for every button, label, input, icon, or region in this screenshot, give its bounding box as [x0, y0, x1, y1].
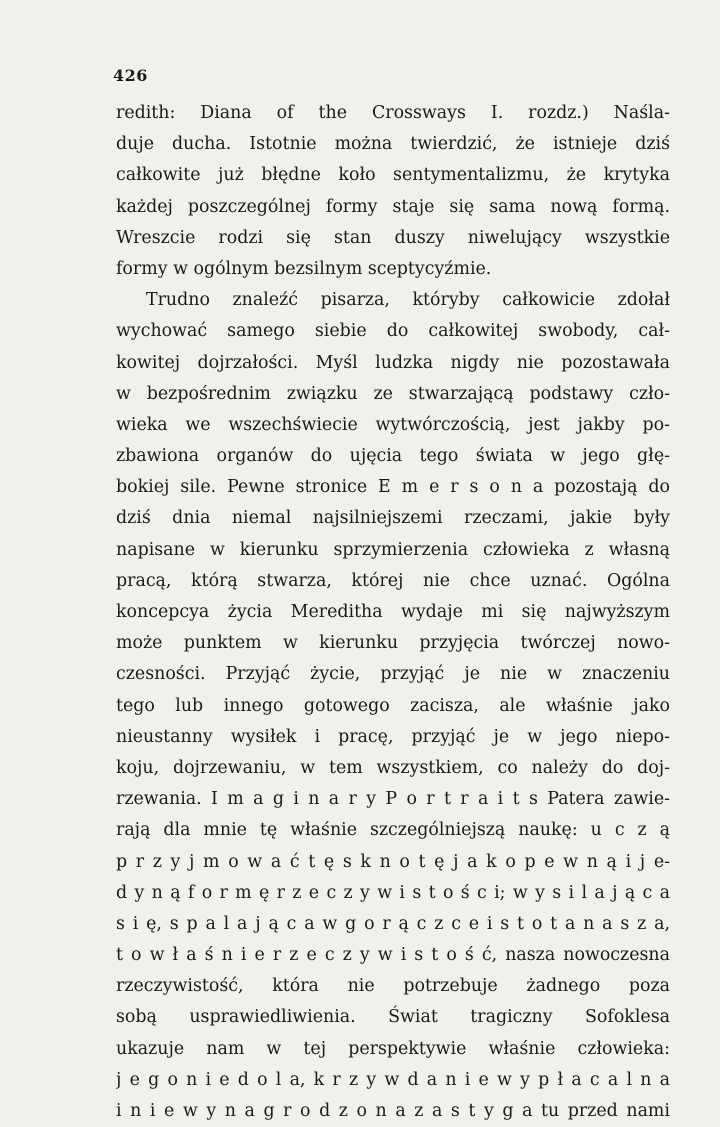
text-line: Wreszcie rodzi się stan duszy niwelujący wszystkie: [116, 227, 670, 248]
text-line: każdej poszczególnej formy staje się sama nową formą.: [116, 196, 670, 217]
text-line: t o w ł a ś n i e r z e c z y w i s t o ś ć, nasza nowoczesna: [116, 945, 670, 966]
text-line: pracą, którą stwarza, której nie chce uznać. Ogólna: [116, 570, 670, 591]
text-line: całkowite już błędne koło sentymentalizmu, że krytyka: [116, 165, 670, 186]
text-line: nieustanny wysiłek i pracę, przyjąć je w jego niepo-: [116, 726, 670, 747]
text-line: s i ę, s p a l a j ą c a w g o r ą c z c e i s t o t a n a s z a,: [116, 913, 670, 934]
text-line: formy w ogólnym bezsilnym sceptycyźmie.: [116, 258, 492, 279]
text-line: rają dla mnie tę właśnie szczególniejszą naukę: u c z ą: [116, 820, 670, 841]
text-line: rzewania. I m a g i n a r y P o r t r a i t s Patera zawie-: [116, 789, 670, 810]
text-line: tego lub innego gotowego zacisza, ale właśnie jako: [116, 695, 670, 716]
text-line: napisane w kierunku sprzymierzenia człowieka z własną: [116, 539, 670, 560]
text-line: kowitej dojrzałości. Myśl ludzka nigdy nie pozostawała: [116, 352, 670, 373]
text-line: p r z y j m o w a ć t ę s k n o t ę j a k o p e w n ą i j e-: [116, 851, 670, 872]
text-line: czesności. Przyjąć życie, przyjąć je nie w znaczeniu: [116, 664, 670, 685]
page-number: 426: [113, 66, 148, 85]
text-line: bokiej sile. Pewne stronice E m e r s o n a pozostają do: [116, 477, 670, 498]
text-line: j e g o n i e d o l a, k r z y w d a n i e w y p ł a c a l n a: [116, 1069, 670, 1090]
text-line: może punktem w kierunku przyjęcia twórczej nowo-: [116, 633, 670, 654]
text-line: zbawiona organów do ujęcia tego świata w jego głę-: [116, 446, 670, 467]
text-line: dziś dnia niemal najsilniejszemi rzeczami, jakie były: [116, 508, 670, 529]
text-line: duje ducha. Istotnie można twierdzić, że istnieje dziś: [116, 134, 670, 155]
text-line: wychować samego siebie do całkowitej swobody, cał-: [116, 321, 670, 342]
body-text: [116, 98, 670, 1127]
text-line: koju, dojrzewaniu, w tem wszystkiem, co należy do doj-: [116, 757, 670, 778]
text-line: sobą usprawiedliwienia. Świat tragiczny Sofoklesa: [116, 1007, 670, 1028]
text-line: ukazuje nam w tej perspektywie właśnie człowieka:: [116, 1038, 670, 1059]
text-line: d y n ą f o r m ę r z e c z y w i s t o ś c i; w y s i l a j ą c a: [116, 882, 670, 903]
text-line: i n i e w y n a g r o d z o n a z a s t y g a tu przed nami: [116, 1101, 670, 1121]
text-line: redith: Diana of the Crossways I. rozdz.) Naśla-: [116, 103, 670, 123]
text-line: rzeczywistość, która nie potrzebuje żadnego poza: [116, 976, 670, 997]
text-line: koncepcya życia Mereditha wydaje mi się najwyższym: [116, 602, 670, 622]
text-line: wieka we wszechświecie wytwórczością, jest jakby po-: [116, 414, 670, 435]
text-line: w bezpośrednim związku ze stwarzającą podstawy czło-: [116, 383, 670, 404]
text-line: Trudno znaleźć pisarza, któryby całkowicie zdołał: [146, 290, 670, 311]
